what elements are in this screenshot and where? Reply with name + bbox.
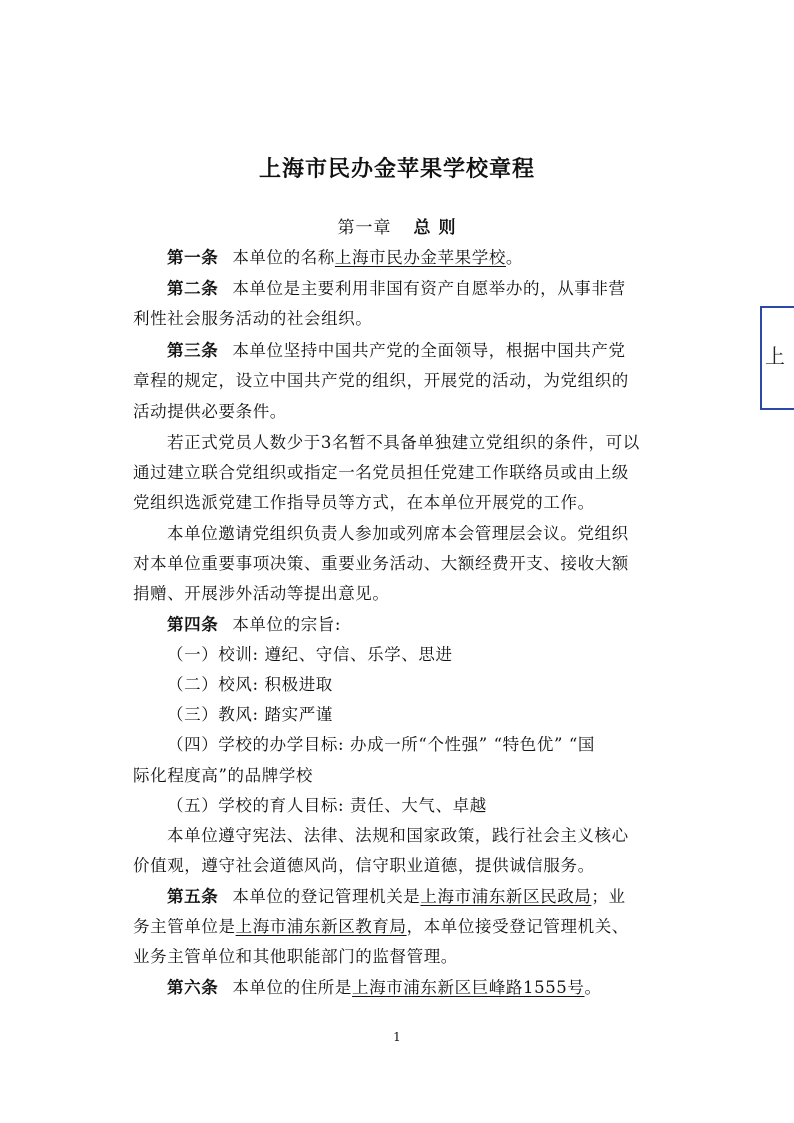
article-5-text-2: ；业 bbox=[591, 887, 626, 906]
article-1 bbox=[167, 244, 523, 268]
article-5-line-1 bbox=[167, 883, 626, 907]
article-3-label: 第三条 bbox=[167, 341, 219, 360]
article-4-p2-line-1: 本单位遵守宪法、法律、法规和国家政策，践行社会主义核心 bbox=[167, 826, 629, 845]
article-2-label: 第二条 bbox=[167, 279, 219, 298]
article-5-text-4: ，本单位接受登记管理机关、 bbox=[406, 917, 629, 936]
article-4-item-5: （五）学校的育人目标: 责任、大气、卓越 bbox=[167, 796, 487, 815]
article-1-label: 第一条 bbox=[167, 248, 219, 267]
article-6-label: 第六条 bbox=[167, 978, 219, 997]
article-5-text-1: 本单位的登记管理机关是 bbox=[232, 887, 421, 906]
chapter-number: 第一章 bbox=[337, 218, 392, 238]
article-2-line-1 bbox=[167, 275, 626, 299]
page-number: 1 bbox=[393, 1030, 401, 1044]
chapter-heading bbox=[0, 213, 794, 238]
article-4-item-4-cont: 际化程度高”的品牌学校 bbox=[133, 766, 314, 785]
address-underlined: 上海市浦东新区巨峰路1555号 bbox=[352, 978, 585, 997]
article-3-text: 本单位坚持中国共产党的全面领导，根据中国共产党 bbox=[232, 341, 626, 360]
article-4-item-3: （三）教风: 踏实严谨 bbox=[167, 705, 333, 724]
document-title: 上海市民办金苹果学校章程 bbox=[258, 157, 535, 182]
article-3-line-3: 活动提供必要条件。 bbox=[133, 402, 287, 421]
article-5-label: 第五条 bbox=[167, 887, 219, 906]
article-3-p3-line-3: 捐赠、开展涉外活动等提出意见。 bbox=[133, 584, 390, 603]
article-3-p2-line-3: 党组织选派党建工作指导员等方式，在本单位开展党的工作。 bbox=[133, 493, 595, 512]
side-tab-character: 上 bbox=[765, 344, 785, 368]
supervising-authority-underlined: 上海市浦东新区教育局 bbox=[235, 917, 407, 936]
article-4-text: 本单位的宗旨: bbox=[232, 615, 342, 634]
article-5-line-2 bbox=[133, 913, 629, 937]
registration-authority-underlined: 上海市浦东新区民政局 bbox=[420, 887, 592, 906]
article-3-line-2: 章程的规定，设立中国共产党的组织，开展党的活动，为党组织的 bbox=[133, 371, 629, 390]
article-3-p3-line-1: 本单位邀请党组织负责人参加或列席本会管理层会议。党组织 bbox=[167, 524, 629, 543]
article-4-item-4: （四）学校的办学目标: 办成一所“个性强” “特色优” “国 bbox=[167, 735, 595, 754]
article-3-p2-line-2: 通过建立联合党组织或指定一名党员担任党建工作联络员或由上级 bbox=[133, 463, 629, 482]
article-6-text: 本单位的住所是 bbox=[232, 978, 353, 997]
article-4-item-1: （一）校训: 遵纪、守信、乐学、思进 bbox=[167, 645, 453, 664]
article-5-text-3: 务主管单位是 bbox=[133, 917, 236, 936]
article-3-p3-line-2: 对本单位重要事项决策、重要业务活动、大额经费开支、接收大额 bbox=[133, 554, 629, 573]
article-6-tail: 。 bbox=[584, 978, 602, 997]
article-2-line-2: 利性社会服务活动的社会组织。 bbox=[133, 309, 373, 328]
school-name-underlined: 上海市民办金苹果学校 bbox=[334, 248, 506, 267]
article-2-text: 本单位是主要利用非国有资产自愿举办的，从事非营 bbox=[232, 279, 626, 298]
article-4-label: 第四条 bbox=[167, 615, 219, 634]
article-3-line-1 bbox=[167, 337, 626, 361]
article-5-line-3: 业务主管单位和其他职能部门的监督管理。 bbox=[133, 947, 458, 966]
article-1-text: 本单位的名称 bbox=[232, 248, 335, 267]
article-4-line-1 bbox=[167, 611, 341, 635]
article-4-item-2: （二）校风: 积极进取 bbox=[167, 675, 333, 694]
article-1-tail: 。 bbox=[505, 248, 524, 267]
chapter-name: 总 则 bbox=[413, 218, 457, 238]
article-6 bbox=[167, 974, 602, 998]
article-3-p2-line-1: 若正式党员人数少于3名暂不具备单独建立党组织的条件，可以 bbox=[167, 433, 640, 452]
article-4-p2-line-2: 价值观，遵守社会道德风尚，信守职业道德，提供诚信服务。 bbox=[133, 856, 595, 875]
